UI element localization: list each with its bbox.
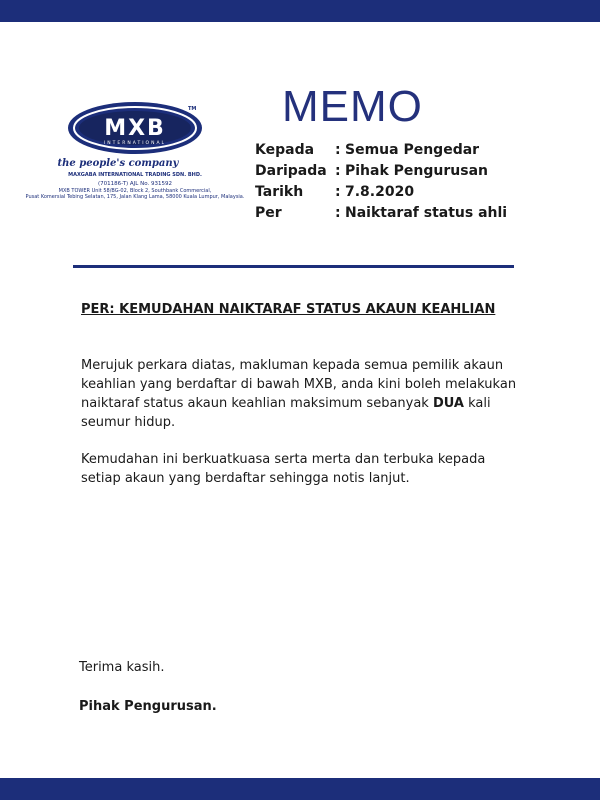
field-value: 7.8.2020 [345, 184, 415, 200]
memo-field-per [255, 203, 507, 224]
closing-line: Terima kasih. [79, 660, 165, 675]
field-separator: : [335, 163, 341, 179]
company-logo [0, 100, 250, 210]
memo-field-daripada [255, 161, 507, 182]
memo-title: MEMO [282, 82, 423, 131]
field-separator: : [335, 184, 341, 200]
paragraph-text: Merujuk perkara diatas, makluman kepada semua pemilik akaun keahlian yang berdaftar di bawah MXB, anda kini boleh melakukan naiktaraf status akaun keahlian maksimum sebanyak [81, 358, 517, 411]
field-separator: : [335, 205, 341, 221]
body-paragraph-2: Kemudahan ini berkuatkuasa serta merta dan terbuka kepada setiap akaun yang berdaftar sehingga notis lanjut. [81, 452, 486, 486]
memo-subject: PER: KEMUDAHAN NAIKTARAF STATUS AKAUN KEAHLIAN [81, 302, 496, 317]
field-label: Kepada [255, 142, 315, 158]
emphasis-dua: DUA [432, 396, 464, 411]
header-divider [73, 265, 514, 268]
company-address-line-2: Pusat Komersial Tebing Selatan, 175, Jalan Klang Lama, 58000 Kuala Lumpur, Malaysia. [25, 194, 245, 200]
company-name: MAXGABA INTERNATIONAL TRADING SDN. BHD. [68, 172, 202, 178]
memo-header-fields [255, 140, 507, 224]
field-label: Per [255, 205, 282, 221]
bottom-footer-bar [0, 778, 600, 800]
field-label: Daripada [255, 163, 327, 179]
signature-line: Pihak Pengurusan. [79, 699, 217, 714]
field-value: Semua Pengedar [345, 142, 480, 158]
memo-field-tarikh [255, 182, 507, 203]
company-registration: (701186-T) AJL No. 931592 [98, 181, 172, 187]
field-label: Tarikh [255, 184, 304, 200]
company-address-line-1: MXB TOWER Unit 58/BG-02, Block 2, Southbank Commercial, [58, 188, 212, 194]
field-value: Pihak Pengurusan [345, 163, 488, 179]
field-value: Naiktaraf status ahli [345, 205, 508, 221]
logo-sub-text: INTERNATIONAL [103, 141, 167, 146]
field-separator: : [335, 142, 341, 158]
trademark-mark: TM [188, 106, 197, 112]
logo-mark-text: MXB [104, 116, 166, 141]
memo-field-kepada [255, 140, 507, 161]
top-header-bar [0, 0, 600, 22]
logo-tagline: the people's company [57, 158, 179, 169]
mxb-emblem [66, 100, 204, 156]
paragraph-text-end: kali seumur hidup. [81, 396, 491, 430]
body-paragraph-1 [81, 356, 521, 432]
